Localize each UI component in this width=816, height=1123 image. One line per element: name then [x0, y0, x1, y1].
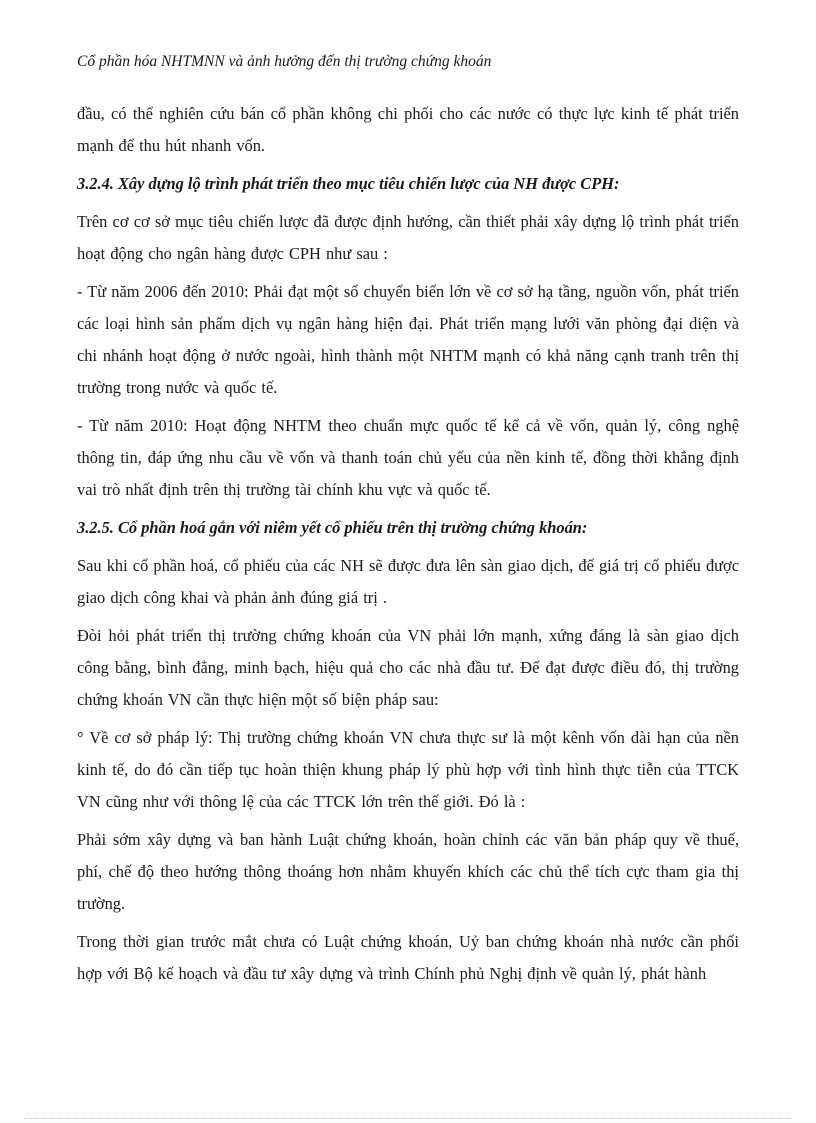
paragraph-2: Trên cơ cơ sở mục tiêu chiến lược đã được định hướng, cần thiết phải xây dựng lộ trình phát triển hoạt động cho ngân hàng được CPH như sau : — [77, 212, 739, 263]
paragraph-7: ° Về cơ sở pháp lý: Thị trường chứng khoán VN chưa thực sư là một kênh vốn dài hạn của nền kinh tế, do đó cần tiếp tục hoàn thiện khung pháp lý phù hợp với tình hình thực tiễn của TTCK VN cũng như với thông lệ của các TTCK lớn trên thế giới. Đó là : — [77, 728, 739, 811]
page-bottom-rule — [24, 1118, 792, 1119]
paragraph-4: - Từ năm 2010: Hoạt động NHTM theo chuẩn mực quốc tế kể cả về vốn, quản lý, công nghệ thông tin, đáp ứng nhu cầu về vốn và thanh toán chủ yếu của nền kinh tế, đồng thời khẳng định vai trò nhất định trên thị trường tài chính khu vực và quốc tế. — [77, 416, 739, 499]
section-heading-3-2-5: 3.2.5. Cổ phần hoá gắn với niêm yết cổ phiếu trên thị trường chứng khoán: — [77, 518, 588, 537]
paragraph-5: Sau khi cổ phần hoá, cổ phiếu của các NH sẽ được đưa lên sàn giao dịch, để giá trị cổ phiếu được giao dịch công khai và phản ảnh đúng giá trị . — [77, 556, 739, 607]
paragraph-8: Phải sớm xây dựng và ban hành Luật chứng khoán, hoàn chỉnh các văn bản pháp quy về thuế, phí, chế độ theo hướng thông thoáng hơn nhằm khuyến khích các chủ thể tích cực tham gia thị trường. — [77, 830, 739, 913]
running-header: Cổ phần hóa NHTMNN và ảnh hưởng đến thị trường chứng khoán — [77, 53, 492, 70]
paragraph-9: Trong thời gian trước mắt chưa có Luật chứng khoán, Uỷ ban chứng khoán nhà nước cần phối hợp với Bộ kế hoạch và đầu tư xây dựng và trình Chính phủ Nghị định về quản lý, phát hành — [77, 932, 739, 983]
document-body — [77, 98, 739, 996]
paragraph-1: đầu, có thể nghiên cứu bán cổ phần không chi phối cho các nước có thực lực kinh tế phát triển mạnh để thu hút nhanh vốn. — [77, 104, 739, 155]
paragraph-3: - Từ năm 2006 đến 2010: Phải đạt một số chuyển biến lớn về cơ sở hạ tầng, nguồn vốn, phát triển các loại hình sản phẩm dịch vụ ngân hàng hiện đại. Phát triển mạng lưới văn phòng đại diện và chi nhánh hoạt động ở nước ngoài, hình thành một NHTM mạnh có khả năng cạnh tranh trên thị trường trong nước và quốc tế. — [77, 282, 739, 397]
paragraph-6: Đòi hỏi phát triển thị trường chứng khoán của VN phải lớn mạnh, xứng đáng là sàn giao dịch công bằng, bình đẳng, minh bạch, hiệu quả cho các nhà đầu tư. Để đạt được điều đó, thị trường chứng khoán VN cần thực hiện một số biện pháp sau: — [77, 626, 739, 709]
section-heading-3-2-4: 3.2.4. Xây dựng lộ trình phát triển theo mục tiêu chiến lược của NH được CPH: — [77, 174, 620, 193]
